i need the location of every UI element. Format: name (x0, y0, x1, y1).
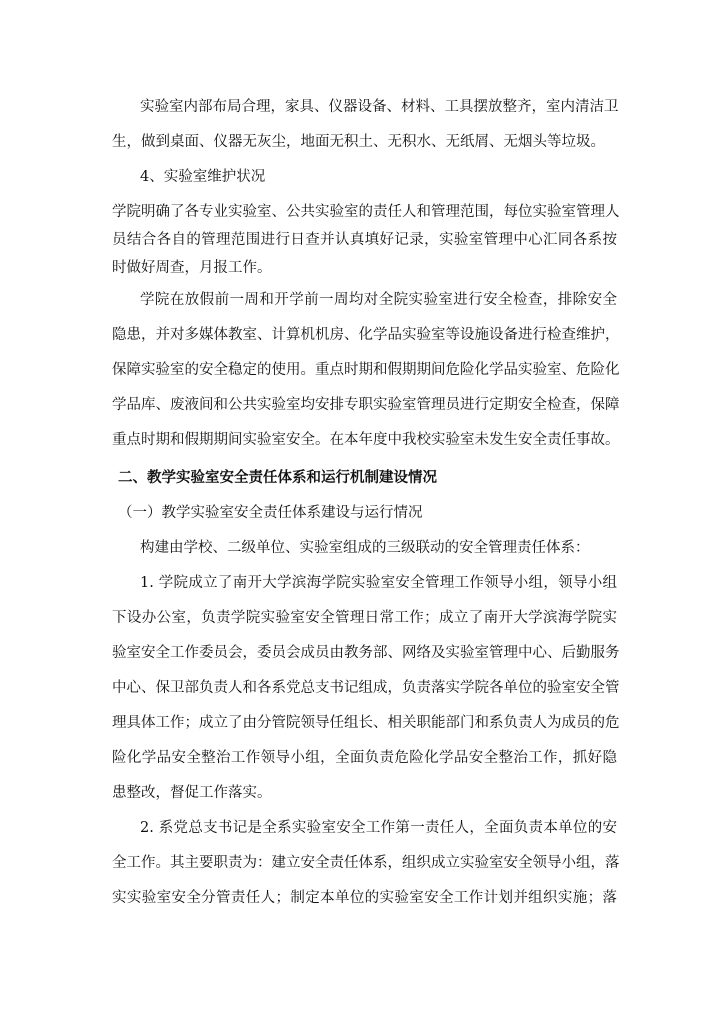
paragraph-line: 员结合各自的管理范围进行日查并认真填好记录，实验室管理中心汇同各系按 (112, 232, 617, 248)
list-item-line: 验室安全工作委员会，委员会成员由教务部、网络及实验室管理中心、后勤服务 (112, 645, 620, 661)
paragraph-line: 学院明确了各专业实验室、公共实验室的责任人和管理范围，每位实验室管理人 (112, 204, 620, 220)
paragraph-line: 实验室内部布局合理，家具、仪器设备、材料、工具摆放整齐，室内清洁卫 (140, 99, 619, 115)
paragraph-line: 学院在放假前一周和开学前一周均对全院实验室进行安全检查，排除安全 (140, 292, 617, 308)
list-item-line: 下设办公室，负责学院实验室安全管理日常工作；成立了南开大学滨海学院实 (112, 610, 617, 626)
paragraph-line: 保障实验室的安全稳定的使用。重点时期和假期期间危险化学品实验室、危险化 (112, 362, 620, 378)
list-item-line: 1. 学院成立了南开大学滨海学院实验室安全管理工作领导小组，领导小组 (140, 575, 617, 591)
list-item-line: 患整改，督促工作落实。 (112, 785, 272, 801)
paragraph-line: 时做好周查，月报工作。 (112, 260, 272, 276)
subsection-heading: （一）教学实验室安全责任体系建设与运行情况 (118, 505, 423, 521)
list-item-line: 2. 系党总支书记是全系实验室安全工作第一责任人，全面负责本单位的安 (140, 820, 617, 836)
list-item-line: 全工作。其主要职责为：建立安全责任体系，组织成立实验室安全领导小组，落 (112, 855, 620, 871)
section-heading: 二、教学实验室安全责任体系和运行机制建设情况 (118, 470, 437, 486)
paragraph-line: 构建由学校、二级单位、实验室组成的三级联动的安全管理责任体系： (140, 540, 590, 556)
paragraph-line: 隐患，并对多媒体教室、计算机机房、化学品实验室等设施设备进行检查维护， (112, 327, 620, 343)
list-item-line: 理具体工作；成立了由分管院领导任组长、相关职能部门和系负责人为成员的危 (112, 715, 620, 731)
paragraph-line: 学品库、废液间和公共实验室均安排专职实验室管理员进行定期安全检查，保障 (112, 397, 620, 413)
subheading: 4、实验室维护状况 (140, 169, 266, 185)
paragraph-line: 重点时期和假期期间实验室安全。在本年度中我校实验室未发生安全责任事故。 (112, 432, 620, 448)
paragraph-line: 生，做到桌面、仪器无灰尘，地面无积土、无积水、无纸屑、无烟头等垃圾。 (112, 134, 605, 150)
list-item-line: 中心、保卫部负责人和各系党总支书记组成，负责落实学院各单位的验室安全管 (112, 680, 620, 696)
list-item-line: 险化学品安全整治工作领导小组，全面负责危险化学品安全整治工作，抓好隐 (112, 750, 617, 766)
list-item-line: 实实验室安全分管责任人；制定本单位的实验室安全工作计划并组织实施；落 (112, 890, 617, 906)
